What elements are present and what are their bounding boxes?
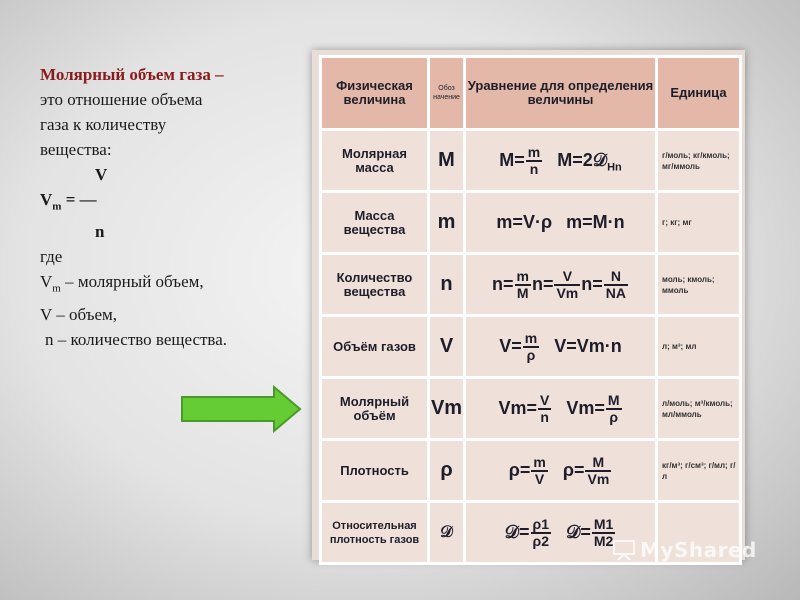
frac-num: ρ1	[532, 515, 549, 532]
eq-lhs: M=	[499, 149, 525, 170]
table-row	[321, 192, 741, 254]
row-symbol: 𝒟	[429, 502, 465, 564]
row-name: Количество вещества	[321, 254, 429, 316]
formula-sub: m	[52, 200, 62, 213]
eq-lhs: n=	[581, 273, 603, 294]
eq-text: m=V·ρ	[496, 212, 553, 232]
table-row	[321, 316, 741, 378]
eq-lhs: 𝒟=	[504, 521, 530, 542]
frac-den: n	[529, 160, 539, 177]
eq-fraction	[604, 269, 628, 301]
definition-term: V – объем,	[40, 304, 118, 324]
frac-num: m	[516, 267, 529, 284]
frac-num: V	[554, 269, 580, 286]
frac-num: m	[533, 453, 546, 470]
definition-block	[40, 62, 300, 352]
table-header-row	[321, 57, 741, 130]
definition-term	[40, 269, 300, 301]
row-equation	[465, 130, 657, 192]
eq-lhs: n=	[491, 273, 514, 294]
row-symbol: m	[429, 192, 465, 254]
eq-sub: Hn	[607, 160, 622, 173]
eq-lhs: Vm=	[566, 397, 605, 418]
term-symbol: V	[40, 272, 53, 292]
frac-num: N	[604, 269, 628, 286]
frac-num: m	[527, 143, 541, 160]
formula-numerator: V	[95, 165, 108, 184]
right-arrow-icon	[180, 385, 302, 433]
eq-fraction	[523, 331, 539, 363]
definition-term: n – количество вещества.	[45, 329, 228, 349]
row-symbol: n	[429, 254, 465, 316]
where-label: где	[40, 247, 63, 267]
row-symbol: ρ	[429, 440, 465, 502]
row-symbol: M	[429, 130, 465, 192]
row-equation	[465, 192, 657, 254]
frac-den: V	[534, 470, 545, 487]
formula-lhs: V	[40, 190, 53, 209]
row-equation	[465, 316, 657, 378]
definition-line: вещества:	[40, 140, 112, 159]
formula-main	[40, 187, 300, 219]
table-row	[321, 254, 741, 316]
frac-den: M	[516, 284, 529, 301]
frac-num: M	[607, 391, 620, 408]
eq-lhs: Vm=	[498, 397, 537, 418]
row-unit: моль; кмоль; ммоль	[657, 254, 741, 316]
row-name: Объём газов	[321, 316, 429, 378]
eq-fraction	[606, 393, 622, 425]
eq-fraction	[526, 145, 542, 177]
row-unit: л; м³; мл	[657, 316, 741, 378]
eq-lhs: ρ=	[508, 459, 531, 480]
formula-rhs: = —	[61, 190, 97, 209]
formula-table-card	[312, 50, 745, 560]
eq-fraction	[538, 393, 551, 425]
row-name: Молярная масса	[321, 130, 429, 192]
header-equation: Уравнение для определения величины	[465, 57, 657, 130]
header-unit: Единица	[657, 57, 741, 130]
definition-line: это отношение объема	[40, 90, 203, 109]
presentation-board-icon	[612, 539, 636, 561]
row-name: Относительная плотность газов	[321, 502, 429, 564]
frac-den: ρ	[526, 346, 536, 363]
definition-title: Молярный объем газа –	[40, 65, 224, 84]
frac-den: NA	[605, 284, 627, 301]
eq-lhs: V=	[499, 335, 522, 356]
eq-text: V=Vm·n	[554, 335, 622, 356]
frac-den: ρ2	[532, 532, 549, 549]
formula-table	[319, 55, 742, 565]
header-quantity: Физическая величина	[321, 57, 429, 130]
eq-lhs: n=	[531, 273, 554, 294]
watermark-text: MyShared	[640, 538, 757, 562]
eq-text: m=M·n	[566, 212, 625, 232]
row-unit: кг/м³; г/см³; г/мл; г/л	[657, 440, 741, 502]
row-name: Плотность	[321, 440, 429, 502]
definition-line: газа к количеству	[40, 115, 167, 134]
eq-fraction	[515, 269, 531, 301]
row-equation	[465, 254, 657, 316]
row-equation	[465, 378, 657, 440]
row-symbol: V	[429, 316, 465, 378]
eq-fraction	[531, 517, 551, 549]
eq-fraction	[554, 269, 580, 301]
frac-den: Vm	[587, 470, 610, 487]
row-unit: л/моль; м³/кмоль; мл/ммоль	[657, 378, 741, 440]
formula-denominator: n	[95, 222, 105, 242]
table-row	[321, 440, 741, 502]
row-name: Молярный объём	[321, 378, 429, 440]
table-row	[321, 378, 741, 440]
term-text: – молярный объем,	[60, 272, 204, 292]
eq-text: M=2𝒟	[557, 149, 608, 170]
row-unit: г/моль; кг/кмоль; мг/ммоль	[657, 130, 741, 192]
frac-den: ρ	[609, 408, 619, 425]
eq-fraction	[585, 455, 611, 487]
frac-den: Vm	[556, 284, 579, 301]
header-notation: Обоз начение	[429, 57, 465, 130]
frac-den: n	[540, 408, 549, 425]
watermark	[612, 538, 757, 562]
term-sub: m	[52, 282, 61, 295]
frac-num: M1	[593, 515, 614, 532]
row-symbol: Vm	[429, 378, 465, 440]
frac-num: M	[585, 455, 611, 472]
frac-den: M2	[593, 532, 614, 549]
frac-num: V	[539, 391, 550, 408]
row-name: Масса вещества	[321, 192, 429, 254]
table-row	[321, 130, 741, 192]
eq-fraction	[531, 455, 547, 487]
eq-lhs: ρ=	[562, 459, 585, 480]
eq-lhs: 𝒟=	[566, 521, 591, 542]
frac-num: m	[524, 329, 538, 346]
row-equation	[465, 440, 657, 502]
row-unit: г; кг; мг	[657, 192, 741, 254]
